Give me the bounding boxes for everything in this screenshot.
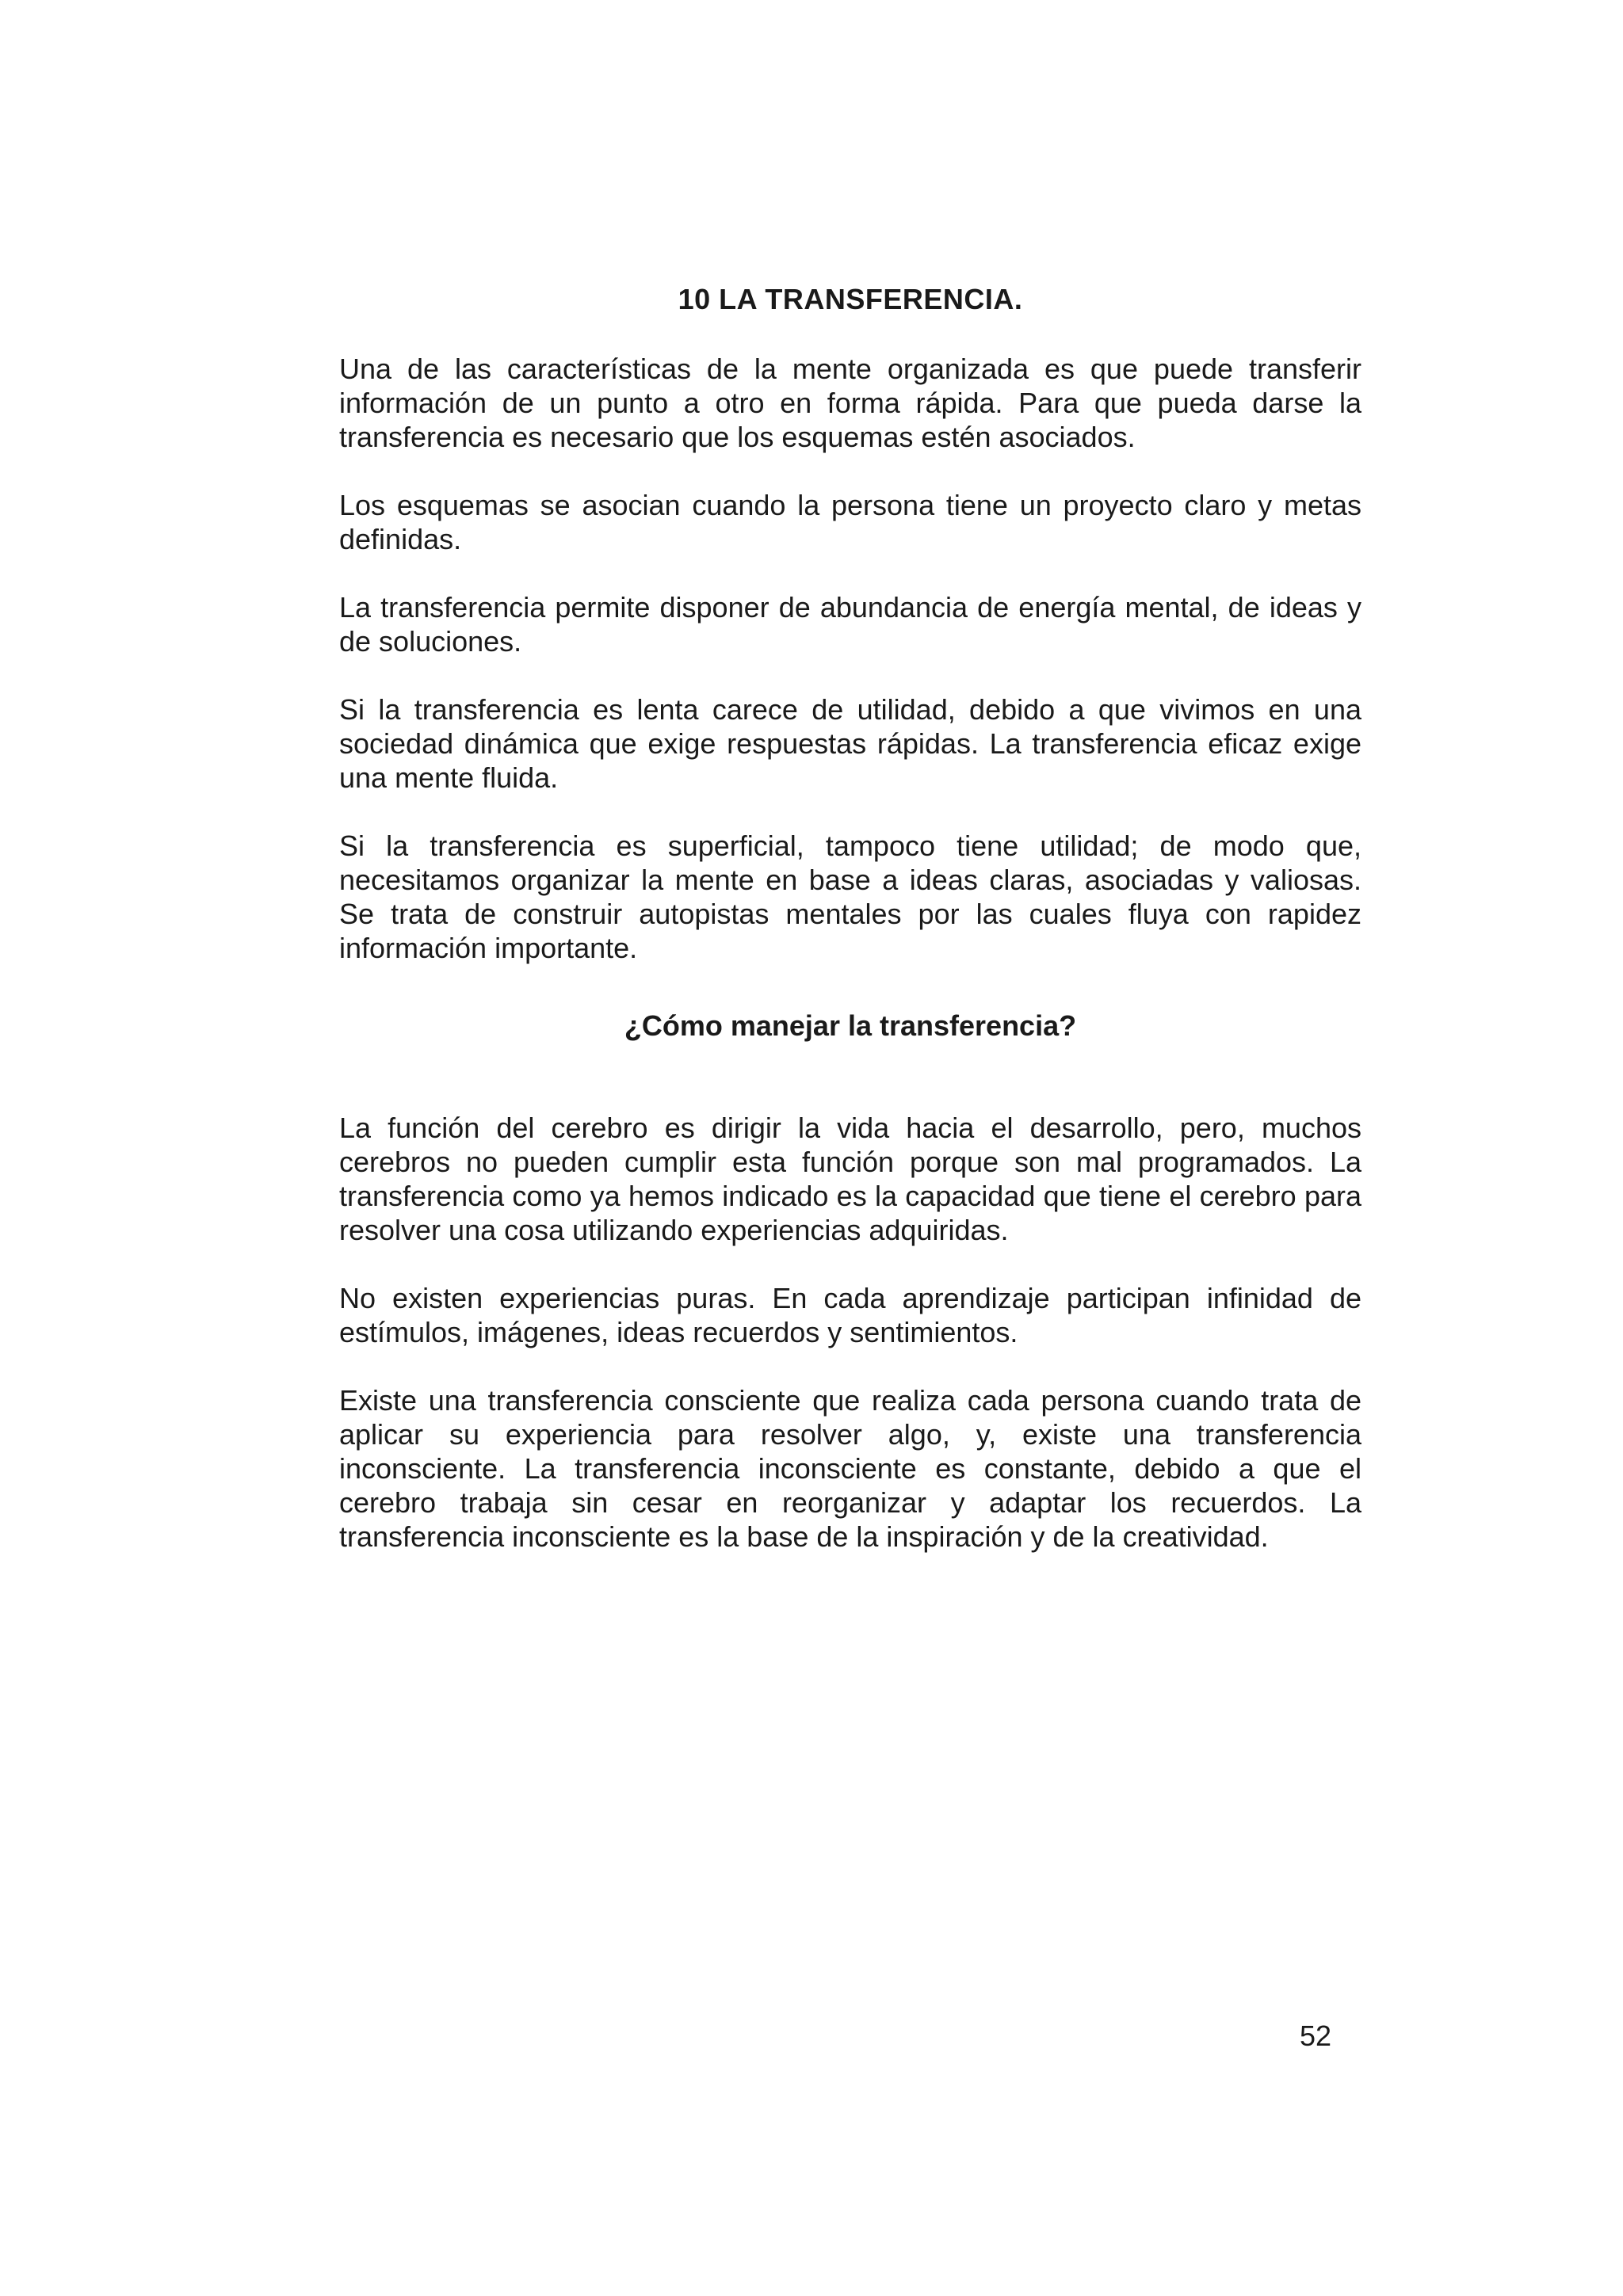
paragraph: La transferencia permite disponer de abundancia de energía mental, de ideas y de soluciones.: [339, 591, 1361, 658]
paragraph: Si la transferencia es lenta carece de utilidad, debido a que vivimos en una sociedad dinámica que exige respuestas rápidas. La transferencia eficaz exige una mente fluida.: [339, 693, 1361, 794]
section-subtitle: ¿Cómo manejar la transferencia?: [624, 1009, 1077, 1042]
paragraph: Una de las características de la mente organizada es que puede transferir información de un punto a otro en forma rápida. Para que pueda darse la transferencia es necesario que los esquemas estén asociados.: [339, 353, 1361, 453]
chapter-title: 10 LA TRANSFERENCIA.: [678, 283, 1023, 315]
page-number: 52: [1299, 2019, 1331, 2052]
paragraph: Si la transferencia es superficial, tampoco tiene utilidad; de modo que, necesitamos organizar la mente en base a ideas claras, asociadas y valiosas. Se trata de construir autopistas mentales por las cuales fluya con rapidez información importante.: [339, 830, 1361, 964]
paragraph: Existe una transferencia consciente que realiza cada persona cuando trata de aplicar su experiencia para resolver algo, y, existe una transferencia inconsciente. La transferencia inconsciente es constante, debido a que el cerebro trabaja sin cesar en reorganizar y adaptar los recuerdos. La transferencia inconsciente es la base de la inspiración y de la creatividad.: [339, 1384, 1361, 1553]
paragraph: La función del cerebro es dirigir la vida hacia el desarrollo, pero, muchos cerebros no pueden cumplir esta función porque son mal programados. La transferencia como ya hemos indicado es la capacidad que tiene el cerebro para resolver una cosa utilizando experiencias adquiridas.: [339, 1112, 1361, 1246]
paragraph: No existen experiencias puras. En cada aprendizaje participan infinidad de estímulos, imágenes, ideas recuerdos y sentimientos.: [339, 1282, 1361, 1348]
paragraph: Los esquemas se asocian cuando la persona tiene un proyecto claro y metas definidas.: [339, 489, 1361, 555]
page-content: [339, 282, 1361, 1588]
